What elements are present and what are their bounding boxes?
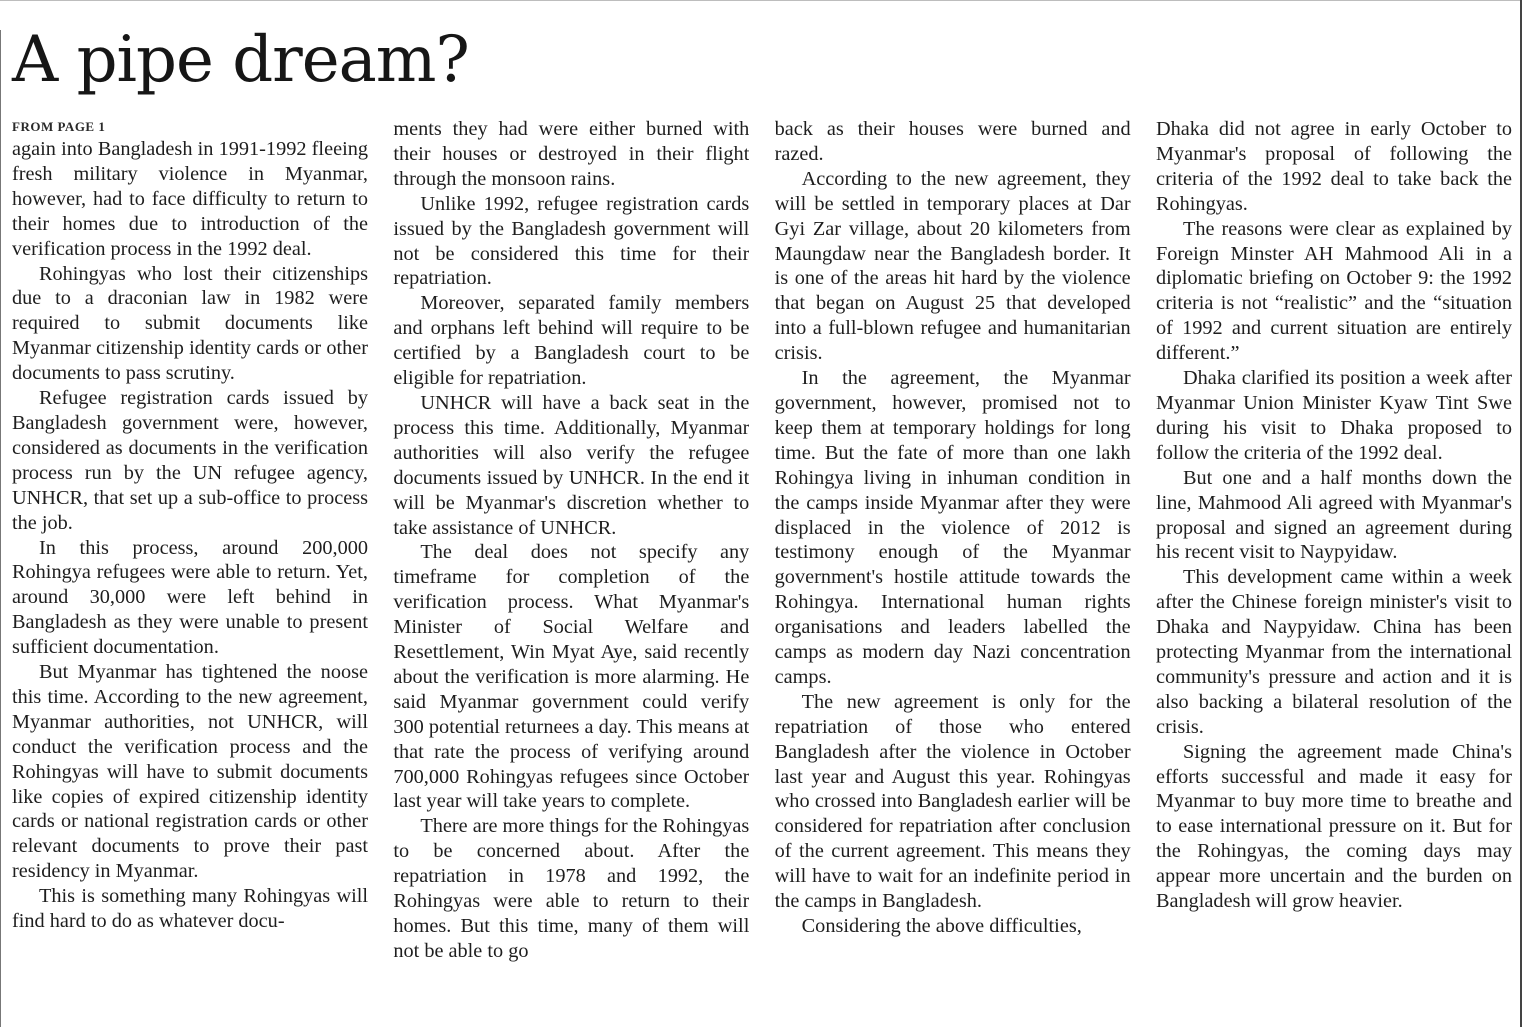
- column-1: [12, 117, 368, 1022]
- article-body: [12, 117, 1512, 1022]
- paragraph: The reasons were clear as explained by Foreign Minster AH Mahmood Ali in a diplomatic briefing on October 9: the 1992 criteria is not “realistic” and the “situation of 1992 and current situation are entirely different.”: [1155, 217, 1512, 365]
- paragraph: Dhaka clarified its position a week after Myanmar Union Minister Kyaw Tint Swe during his visit to Dhaka proposed to follow the criteria of the 1992 deal.: [1155, 367, 1512, 464]
- paragraph: In this process, around 200,000 Rohingya refugees were able to return. Yet, around 30,000 were left behind in Bangladesh as they were unable to present sufficient documentation.: [12, 536, 368, 659]
- paragraph: In the agreement, the Myanmar government, however, promised not to keep them at temporary holdings for long time. But the fate of more than one lakh Rohingya living in inhuman condition in the camps inside Myanmar after they were displaced in the violence of 2012 is testimony enough of the Myanmar government's hostile attitude towards the Rohingya. International human rights organisations and leaders labelled the camps as modern day Nazi concentration camps.: [774, 367, 1131, 688]
- paragraph: The deal does not specify any timeframe for completion of the verification process. What Myanmar's Minister of Social Welfare and Resettlement, Win Myat Aye, said recently about the verification is more alarming. He said Myanmar government could verify 300 potential returnees a day. This means at that rate the process of verifying around 700,000 Rohingyas refugees since October last year will take years to complete.: [393, 541, 750, 813]
- paragraph: Refugee registration cards issued by Bangladesh government were, however, considered as documents in the verification process run by the UN refugee agency, UNHCR, that set up a sub-office to process the job.: [12, 387, 368, 534]
- column-4: [1156, 117, 1512, 1022]
- paragraph: According to the new agreement, they will be settled in temporary places at Dar Gyi Zar village, about 20 kilometers from Maungdaw near the Bangladesh border. It is one of the areas hit hard by the violence that began on August 25 that developed into a full-blown refugee and humanitarian crisis.: [774, 167, 1131, 365]
- paragraph: This is something many Rohingyas will find hard to do as whatever docu-: [12, 885, 368, 933]
- paragraph: Moreover, separated family members and orphans left behind will require to be certified by a Bangladesh court to be eligible for repatriation.: [393, 292, 750, 390]
- paragraph: Unlike 1992, refugee registration cards issued by the Bangladesh government will not be considered this time for their repatriation.: [393, 192, 750, 290]
- column-2: [393, 117, 749, 1022]
- paragraph: But Myanmar has tightened the noose this time. According to the new agreement, Myanmar authorities, not UNHCR, will conduct the verification process and the Rohingyas will have to submit documents like copies of expired citizenship identity cards or national registration cards or other relevant documents to prove their past residency in Myanmar.: [12, 661, 368, 883]
- headline: A pipe dream?: [12, 23, 469, 97]
- paragraph: back as their houses were burned and razed.: [774, 118, 1131, 165]
- paragraph: Considering the above difficulties,: [801, 915, 1082, 937]
- continuation-label: FROM PAGE 1: [12, 119, 106, 134]
- left-divider: [0, 30, 1, 1027]
- paragraph: This development came within a week after the Chinese foreign minister's visit to Dhaka and Naypyidaw. China has been protecting Myanmar from the international community's pressure and action and it is also backing a bilateral resolution of the crisis.: [1155, 566, 1512, 738]
- paragraph: Signing the agreement made China's efforts successful and made it easy for Myanmar to buy more time to breathe and to ease international pressure on it. But for the Rohingyas, the coming days may appear more uncertain and the burden on Bangladesh will grow heavier.: [1155, 740, 1512, 913]
- top-divider: [0, 0, 1522, 1]
- paragraph: There are more things for the Rohingyas to be concerned about. After the repatriation in 1978 and 1992, the Rohingyas were able to return to their homes. But this time, many of them will not be able to go: [393, 815, 750, 962]
- paragraph: The new agreement is only for the repatriation of those who entered Bangladesh after the violence in October last year and August this year. Rohingyas who crossed into Bangladesh earlier will be considered for repatriation after conclusion of the current agreement. This means they will have to wait for an indefinite period in the camps in Bangladesh.: [774, 690, 1131, 913]
- paragraph: again into Bangladesh in 1991-1992 fleeing fresh military violence in Myanmar, however, had to face difficulty to return to their homes due to introduction of the verification process in the 1992 deal.: [12, 138, 368, 260]
- column-3: [775, 117, 1131, 1022]
- paragraph: Dhaka did not agree in early October to Myanmar's proposal of following the criteria of the 1992 deal to take back the Rohingyas.: [1155, 118, 1512, 215]
- paragraph: UNHCR will have a back seat in the process this time. Additionally, Myanmar authorities will also verify the refugee documents issued by UNHCR. In the end it will be Myanmar's discretion whether to take assistance of UNHCR.: [393, 391, 750, 539]
- paragraph: Rohingyas who lost their citizenships due to a draconian law in 1982 were required to submit documents like Myanmar citizenship identity cards or other documents to pass scrutiny.: [12, 262, 368, 385]
- paragraph: ments they had were either burned with their houses or destroyed in their flight through the monsoon rains.: [393, 118, 750, 190]
- paragraph: But one and a half months down the line, Mahmood Ali agreed with Myanmar's proposal and signed an agreement during his recent visit to Naypyidaw.: [1155, 466, 1512, 564]
